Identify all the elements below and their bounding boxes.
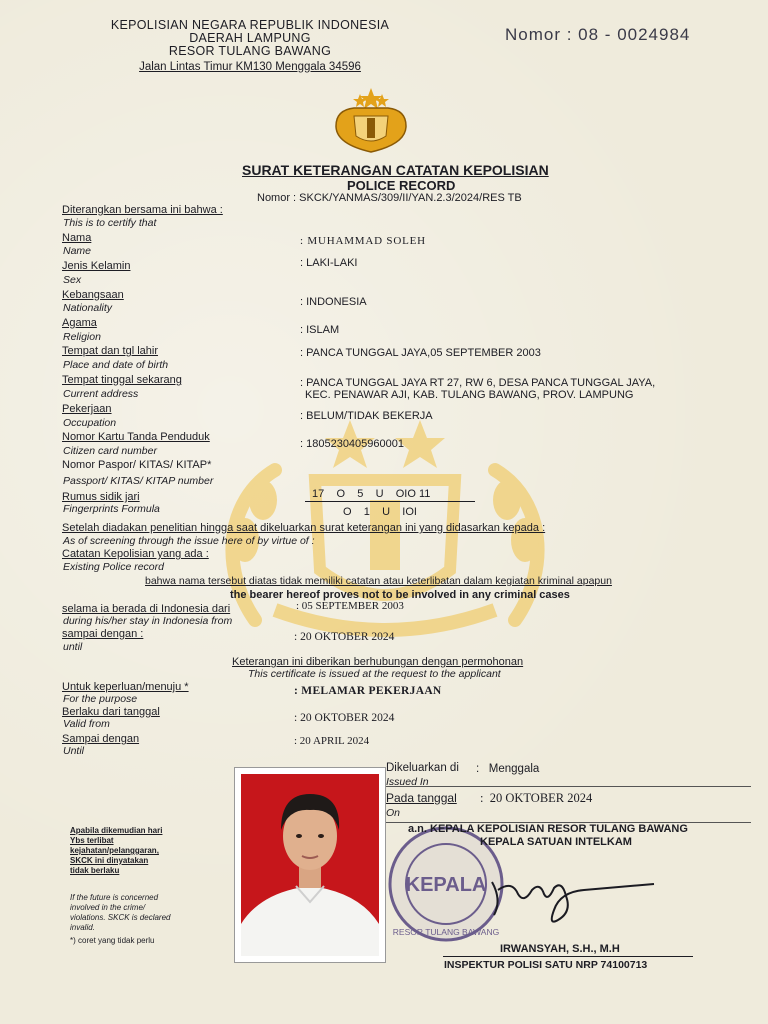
field-label-en: Current address bbox=[63, 388, 139, 400]
request-text: Keterangan ini diberikan berhubungan dengan permohonan bbox=[232, 656, 524, 668]
field-label: Kebangsaan bbox=[62, 289, 124, 301]
fingerprint-formula-top: 17 O 5 U OIO 11 bbox=[312, 488, 431, 500]
stamp-ring-text: RESOR TULANG BAWANG bbox=[392, 927, 500, 937]
field-label: Tempat dan tgl lahir bbox=[62, 345, 158, 357]
field-label: Nama bbox=[62, 232, 92, 244]
applicant-photo bbox=[234, 767, 386, 963]
existing-record-label: Catatan Kepolisian yang ada : bbox=[62, 548, 209, 560]
field-label-en: Place and date of birth bbox=[63, 359, 169, 371]
field-label-en: Name bbox=[63, 245, 92, 257]
document-subtitle: POLICE RECORD bbox=[347, 178, 456, 193]
field-label-en: Citizen card number bbox=[63, 445, 157, 457]
note-footnote: *) coret yang tidak perlu bbox=[70, 936, 155, 945]
valid-until-label: Sampai dengan bbox=[62, 733, 140, 745]
field-value-nationality: : INDONESIA bbox=[300, 296, 367, 308]
screening-label: Setelah diadakan penelitian hingga saat dikeluarkan surat keterangan ini yang didasarkan kepada : bbox=[62, 522, 546, 534]
statement-text-en: the bearer hereof proves not to be involved in any criminal cases bbox=[230, 589, 570, 601]
field-value-address: : PANCA TUNGGAL JAYA RT 27, RW 6, DESA PANCA TUNGGAL JAYA, bbox=[300, 377, 656, 389]
note-line-en: invalid. bbox=[70, 923, 95, 932]
note-line-en: If the future is concerned bbox=[70, 893, 159, 902]
valid-from-label-en: Valid from bbox=[63, 718, 110, 730]
field-value-id-card: : 1805230405960001 bbox=[300, 438, 404, 450]
serial-number: Nomor : 08 - 0024984 bbox=[505, 25, 691, 44]
issued-in-value: : Menggala bbox=[476, 763, 540, 775]
document-title: SURAT KETERANGAN CATATAN KEPOLISIAN bbox=[242, 162, 549, 178]
field-label: Nomor Kartu Tanda Penduduk bbox=[62, 431, 210, 443]
field-label-en: Religion bbox=[63, 331, 101, 343]
issued-divider bbox=[386, 786, 751, 787]
field-value-sex: : LAKI-LAKI bbox=[300, 257, 358, 269]
request-text-en: This certificate is issued at the request to the applicant bbox=[248, 668, 501, 680]
valid-until-label-en: Until bbox=[63, 745, 85, 757]
field-label-en: Fingerprints Formula bbox=[63, 503, 160, 515]
fingerprint-formula-bottom: O 1 U IOI bbox=[343, 506, 417, 518]
statement-text: bahwa nama tersebut diatas tidak memiliki catatan atau keterlibatan dalam kegiatan kriminal apapun bbox=[145, 575, 612, 587]
field-label: Rumus sidik jari bbox=[62, 491, 140, 503]
existing-record-label-en: Existing Police record bbox=[63, 561, 164, 573]
field-value-name: : MUHAMMAD SOLEH bbox=[300, 235, 426, 247]
purpose-label: Untuk keperluan/menuju * bbox=[62, 681, 189, 693]
field-label: Agama bbox=[62, 317, 97, 329]
header-resort: RESOR TULANG BAWANG bbox=[168, 44, 332, 58]
signatory-divider bbox=[443, 956, 693, 957]
signatory-rank: INSPEKTUR POLISI SATU NRP 74100713 bbox=[444, 959, 648, 971]
document-number: Nomor : SKCK/YANMAS/309/II/YAN.2.3/2024/RES TB bbox=[257, 192, 522, 204]
note-line-en: involved in the crime/ bbox=[70, 903, 146, 912]
signature bbox=[488, 860, 658, 930]
note-line: Ybs terlibat bbox=[70, 836, 114, 845]
field-label-en: Occupation bbox=[63, 417, 117, 429]
header-institution: KEPOLISIAN NEGARA REPUBLIK INDONESIA bbox=[110, 18, 390, 32]
person-portrait-icon bbox=[241, 774, 379, 956]
note-id bbox=[70, 826, 162, 876]
field-label: Nomor Paspor/ KITAS/ KITAP* bbox=[62, 459, 212, 471]
intro-label-en: This is to certify that bbox=[63, 217, 157, 229]
signatory-line2: KEPALA SATUAN INTELKAM bbox=[480, 836, 632, 848]
note-en bbox=[70, 893, 171, 933]
issued-in-label-en: Issued In bbox=[386, 776, 429, 788]
issued-on-label: Pada tanggal bbox=[386, 791, 457, 805]
signatory-prefix: a.n. bbox=[408, 823, 427, 835]
field-label-en: Nationality bbox=[63, 302, 113, 314]
header-address: Jalan Lintas Timur KM130 Menggala 34596 bbox=[139, 61, 361, 73]
intro-label: Diterangkan bersama ini bahwa : bbox=[62, 204, 223, 216]
screening-label-en: As of screening through the issue here of by virtue of : bbox=[63, 535, 315, 547]
issued-on-label-en: On bbox=[386, 807, 401, 819]
signatory-line1: KEPALA KEPOLISIAN RESOR TULANG BAWANG bbox=[430, 823, 688, 835]
field-label: Tempat tinggal sekarang bbox=[62, 374, 182, 386]
stamp-text: KEPALA bbox=[405, 874, 487, 896]
note-line-en: violations. SKCK is declared bbox=[70, 913, 171, 922]
stay-until-label: sampai dengan : bbox=[62, 628, 144, 640]
stay-from-label: selama ia berada di Indonesia dari bbox=[62, 603, 231, 615]
valid-until-value: : 20 APRIL 2024 bbox=[294, 735, 370, 747]
field-label-en: Sex bbox=[63, 274, 82, 286]
purpose-label-en: For the purpose bbox=[63, 693, 138, 705]
note-line: SKCK ini dinyatakan bbox=[70, 856, 149, 865]
issued-on-value: : 20 OKTOBER 2024 bbox=[480, 791, 593, 805]
police-emblem-icon bbox=[330, 86, 412, 154]
field-label-en: Passport/ KITAS/ KITAP number bbox=[63, 475, 214, 487]
field-value-religion: : ISLAM bbox=[300, 324, 340, 336]
valid-from-value: : 20 OKTOBER 2024 bbox=[294, 712, 395, 724]
field-value-birth: : PANCA TUNGGAL JAYA,05 SEPTEMBER 2003 bbox=[300, 347, 541, 359]
note-line: Apabila dikemudian hari bbox=[70, 826, 163, 835]
note-line: kejahatan/pelanggaran, bbox=[70, 846, 159, 855]
purpose-value: : MELAMAR PEKERJAAN bbox=[294, 685, 442, 697]
stay-until-value: : 20 OKTOBER 2024 bbox=[294, 631, 395, 643]
field-value-address-line2: KEC. PENAWAR AJI, KAB. TULANG BAWANG, PROV. LAMPUNG bbox=[305, 389, 634, 401]
stay-from-value: : 05 SEPTEMBER 2003 bbox=[296, 600, 404, 612]
fingerprint-divider bbox=[305, 501, 475, 502]
signatory-name: IRWANSYAH, S.H., M.H bbox=[500, 943, 620, 955]
field-label: Pekerjaan bbox=[62, 403, 112, 415]
field-value-occupation: : BELUM/TIDAK BEKERJA bbox=[300, 410, 433, 422]
issued-in-label: Dikeluarkan di bbox=[386, 762, 459, 774]
header-region: DAERAH LAMPUNG bbox=[189, 31, 311, 45]
valid-from-label: Berlaku dari tanggal bbox=[62, 706, 160, 718]
note-line: tidak berlaku bbox=[70, 866, 120, 875]
field-label: Jenis Kelamin bbox=[62, 260, 131, 272]
stay-from-label-en: during his/her stay in Indonesia from bbox=[63, 615, 233, 627]
stay-until-label-en: until bbox=[63, 641, 83, 653]
